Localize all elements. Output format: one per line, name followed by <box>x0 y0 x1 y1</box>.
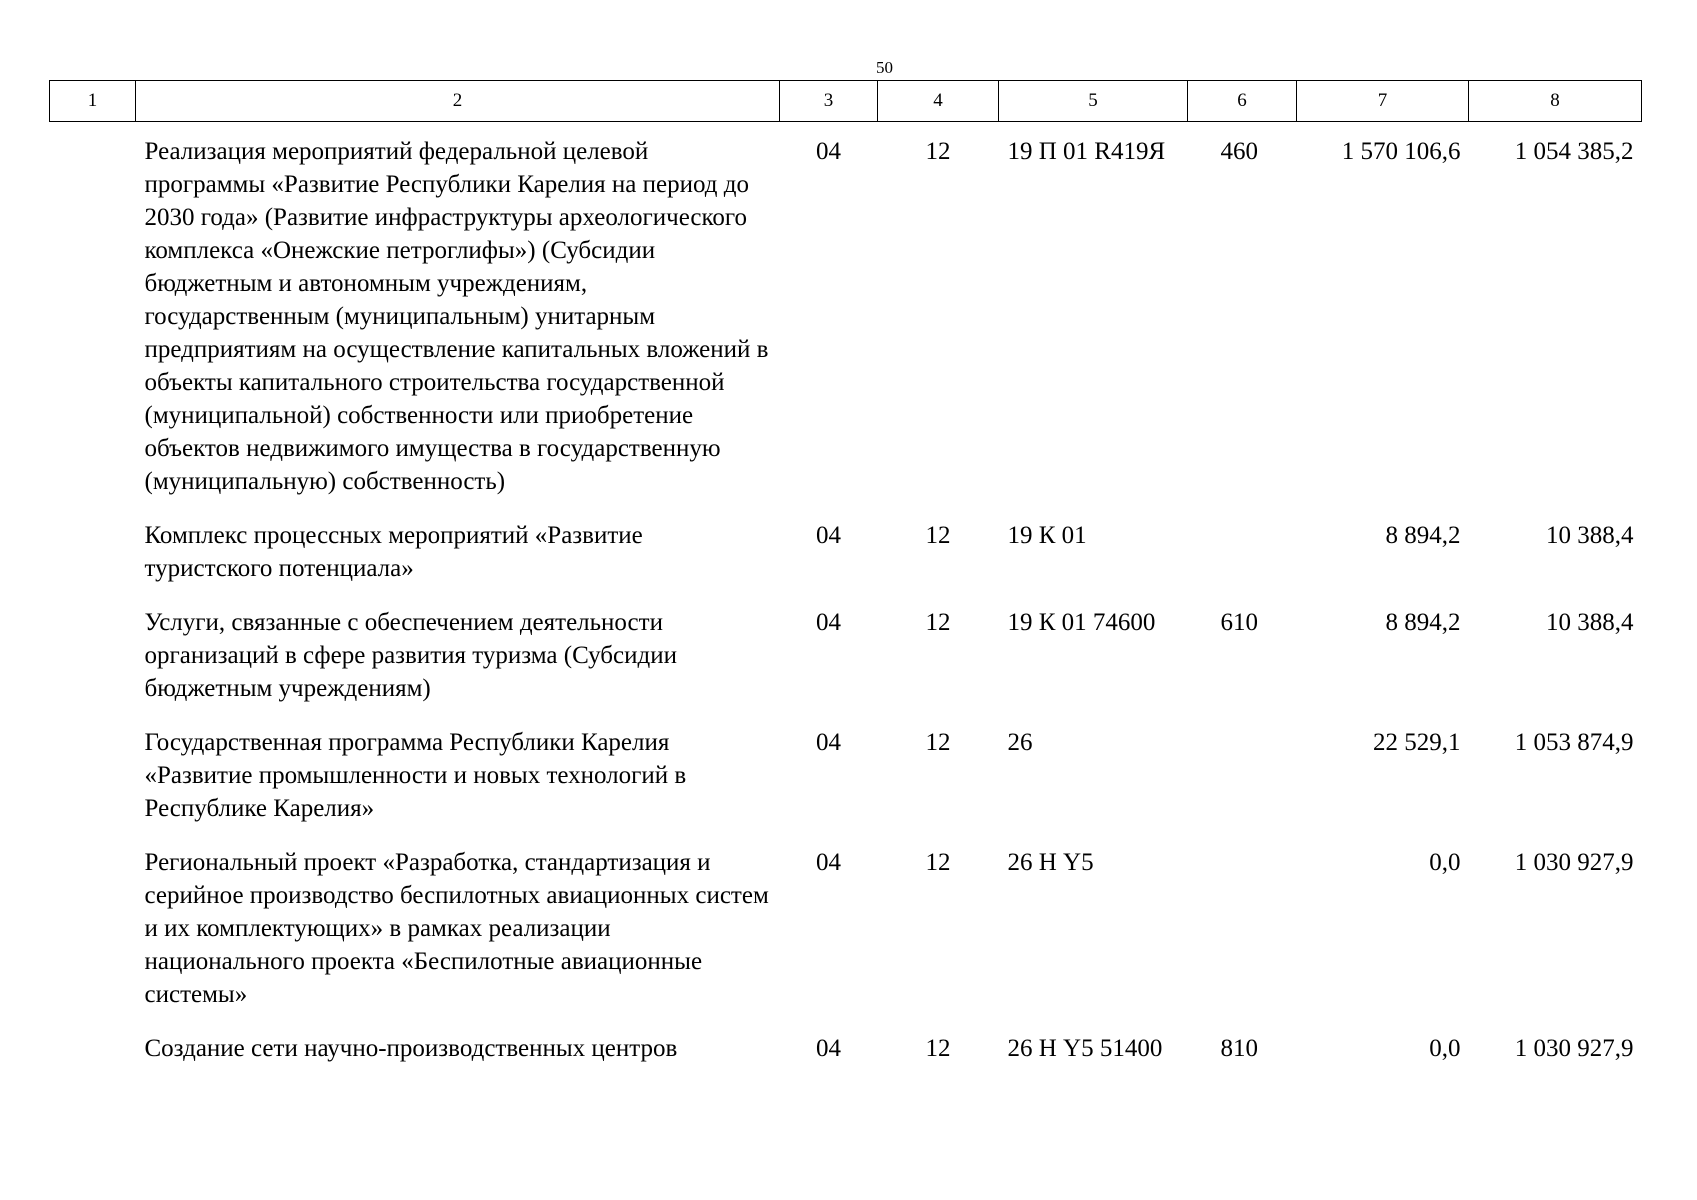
budget-table <box>49 80 1642 1073</box>
table-row <box>50 593 1642 713</box>
header-cell-8: 8 <box>1469 81 1642 122</box>
target-article-cell: 19 К 01 <box>1007 522 1087 549</box>
row-number-cell <box>50 833 136 1019</box>
amount-col8-cell: 10 388,4 <box>1546 522 1634 549</box>
description-cell: Реализация мероприятий федеральной целевой программы «Развитие Республики Карелия на период до 2030 года» (Развитие инфраструктуры археологического комплекса «Онежские петроглифы») (Субсидии бюджетным и автономным учреждениям, государственным (муниципальным) унитарным предприятиям на осуществление капитальных вложений в объекты капитального строительства государственной (муниципальной) собственности или приобретение объектов недвижимого имущества в государственную (муниципальную) собственность) <box>144 138 769 495</box>
table-row <box>50 506 1642 593</box>
table-row <box>50 122 1642 507</box>
target-article-cell: 26 Н Y5 51400 <box>1007 1035 1163 1062</box>
expense-type-cell <box>1188 713 1297 833</box>
amount-col7-cell: 1 570 106,6 <box>1341 138 1461 165</box>
amount-col8-cell: 1 053 874,9 <box>1514 729 1634 756</box>
header-cell-2: 2 <box>136 81 780 122</box>
table-body <box>50 122 1642 1074</box>
row-number-cell <box>50 506 136 593</box>
section-cell: 04 <box>816 729 841 756</box>
target-article-cell: 26 Н Y5 <box>1007 849 1094 876</box>
subsection-cell: 12 <box>925 1035 951 1062</box>
row-number-cell <box>50 1019 136 1073</box>
section-cell: 04 <box>816 1035 841 1062</box>
section-cell: 04 <box>816 849 841 876</box>
amount-col8-cell: 1 030 927,9 <box>1514 849 1634 876</box>
header-cell-6: 6 <box>1188 81 1297 122</box>
subsection-cell: 12 <box>925 609 951 636</box>
table-row <box>50 1019 1642 1073</box>
header-row <box>50 81 1642 122</box>
row-number-cell <box>50 122 136 507</box>
table-row <box>50 713 1642 833</box>
expense-type-cell: 810 <box>1220 1035 1258 1062</box>
row-number-cell <box>50 713 136 833</box>
subsection-cell: 12 <box>925 522 951 549</box>
subsection-cell: 12 <box>925 849 951 876</box>
header-cell-3: 3 <box>780 81 878 122</box>
table-header <box>50 81 1642 122</box>
target-article-cell: 26 <box>1007 729 1033 756</box>
expense-type-cell: 610 <box>1220 609 1258 636</box>
description-cell: Государственная программа Республики Карелия «Развитие промышленности и новых технологий в Республике Карелия» <box>144 729 687 822</box>
section-cell: 04 <box>816 138 841 165</box>
table-row <box>50 833 1642 1019</box>
header-cell-5: 5 <box>999 81 1188 122</box>
description-cell: Региональный проект «Разработка, стандартизация и серийное производство беспилотных авиационных систем и их комплектующих» в рамках реализации национального проекта «Беспилотные авиационные системы» <box>144 849 769 1008</box>
amount-col7-cell: 8 894,2 <box>1385 522 1461 549</box>
description-cell: Создание сети научно-производственных центров <box>144 1035 678 1062</box>
amount-col7-cell: 0,0 <box>1429 849 1461 876</box>
section-cell: 04 <box>816 522 841 549</box>
expense-type-cell <box>1188 833 1297 1019</box>
section-cell: 04 <box>816 609 841 636</box>
subsection-cell: 12 <box>925 729 951 756</box>
page-number: 50 <box>876 58 893 77</box>
amount-col8-cell: 10 388,4 <box>1546 609 1634 636</box>
amount-col8-cell: 1 030 927,9 <box>1514 1035 1634 1062</box>
expense-type-cell: 460 <box>1220 138 1258 165</box>
description-cell: Комплекс процессных мероприятий «Развитие туристского потенциала» <box>144 522 643 582</box>
description-cell: Услуги, связанные с обеспечением деятельности организаций в сфере развития туризма (Субсидии бюджетным учреждениям) <box>144 609 677 702</box>
header-cell-1: 1 <box>50 81 136 122</box>
subsection-cell: 12 <box>925 138 951 165</box>
expense-type-cell <box>1188 506 1297 593</box>
row-number-cell <box>50 593 136 713</box>
header-cell-4: 4 <box>878 81 999 122</box>
amount-col8-cell: 1 054 385,2 <box>1514 138 1634 165</box>
target-article-cell: 19 П 01 R419Я <box>1007 138 1166 165</box>
amount-col7-cell: 0,0 <box>1429 1035 1461 1062</box>
target-article-cell: 19 К 01 74600 <box>1007 609 1156 636</box>
header-cell-7: 7 <box>1297 81 1469 122</box>
amount-col7-cell: 22 529,1 <box>1373 729 1461 756</box>
amount-col7-cell: 8 894,2 <box>1385 609 1461 636</box>
